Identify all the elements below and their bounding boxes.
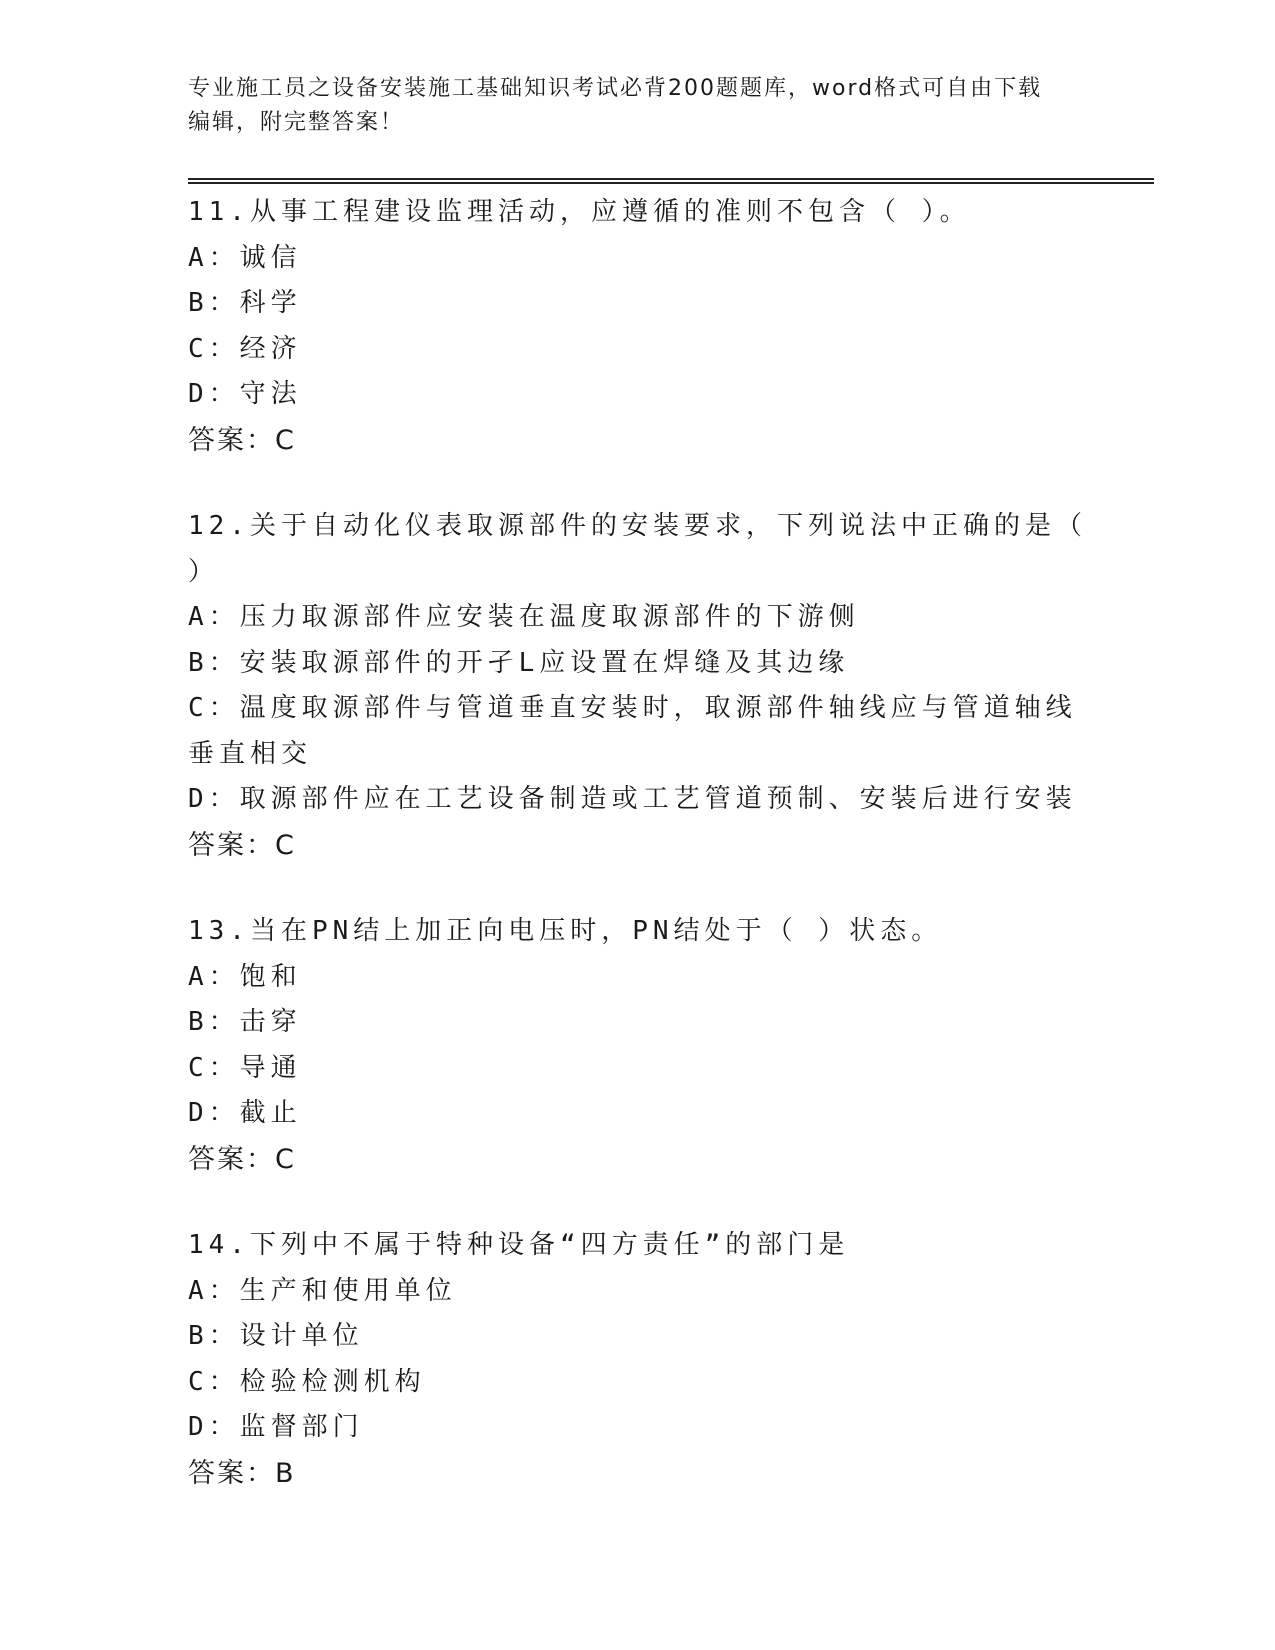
answer-line: 答案：C: [188, 1143, 296, 1175]
option-c: C：导通: [188, 1052, 302, 1083]
option-d: D：截止: [188, 1098, 302, 1128]
question-stem: 13.当在PN结上加正向电压时，PN结处于（ ）状态。: [188, 916, 943, 946]
header-title-line2: 编辑，附完整答案！: [188, 110, 405, 135]
option-b: B：击穿: [188, 1007, 302, 1037]
option-a: A：诚信: [188, 242, 302, 273]
document-header: [188, 72, 1088, 140]
question-12: [188, 504, 1088, 868]
option-c: C：温度取源部件与管道垂直安装时，取源部件轴线应与管道轴线垂直相交: [188, 693, 1077, 769]
option-d: D：监督部门: [188, 1412, 364, 1442]
header-title-line1: 专业施工员之设备安装施工基础知识考试必背200题题库，word格式可自由下载: [188, 76, 1043, 101]
option-a: A：压力取源部件应安装在温度取源部件的下游侧: [188, 602, 860, 632]
option-d: D：守法: [188, 379, 302, 409]
option-a: A：饱和: [188, 961, 302, 992]
option-c: C：经济: [188, 333, 302, 364]
option-b: B：科学: [188, 288, 302, 318]
option-b: B：设计单位: [188, 1321, 364, 1351]
option-a: A：生产和使用单位: [188, 1275, 457, 1306]
question-list: [188, 190, 1088, 1537]
option-b: B：安装取源部件的开孑L应设置在焊缝及其边缘: [188, 647, 850, 678]
answer-line: 答案：B: [188, 1457, 296, 1489]
question-13: [188, 909, 1088, 1182]
question-stem: 11.从事工程建设监理活动，应遵循的准则不包含（ ）。: [188, 197, 971, 227]
question-stem: 14.下列中不属于特种设备“四方责任”的部门是: [188, 1230, 850, 1260]
option-c: C：检验检测机构: [188, 1366, 426, 1397]
header-divider: [188, 178, 1154, 184]
question-14: [188, 1223, 1088, 1496]
question-11: [188, 190, 1088, 463]
answer-line: 答案：C: [188, 424, 296, 456]
question-stem: 12.关于自动化仪表取源部件的安装要求，下列说法中正确的是（ ）: [188, 511, 1087, 587]
answer-line: 答案：C: [188, 829, 296, 861]
option-d: D：取源部件应在工艺设备制造或工艺管道预制、安装后进行安装: [188, 784, 1077, 814]
